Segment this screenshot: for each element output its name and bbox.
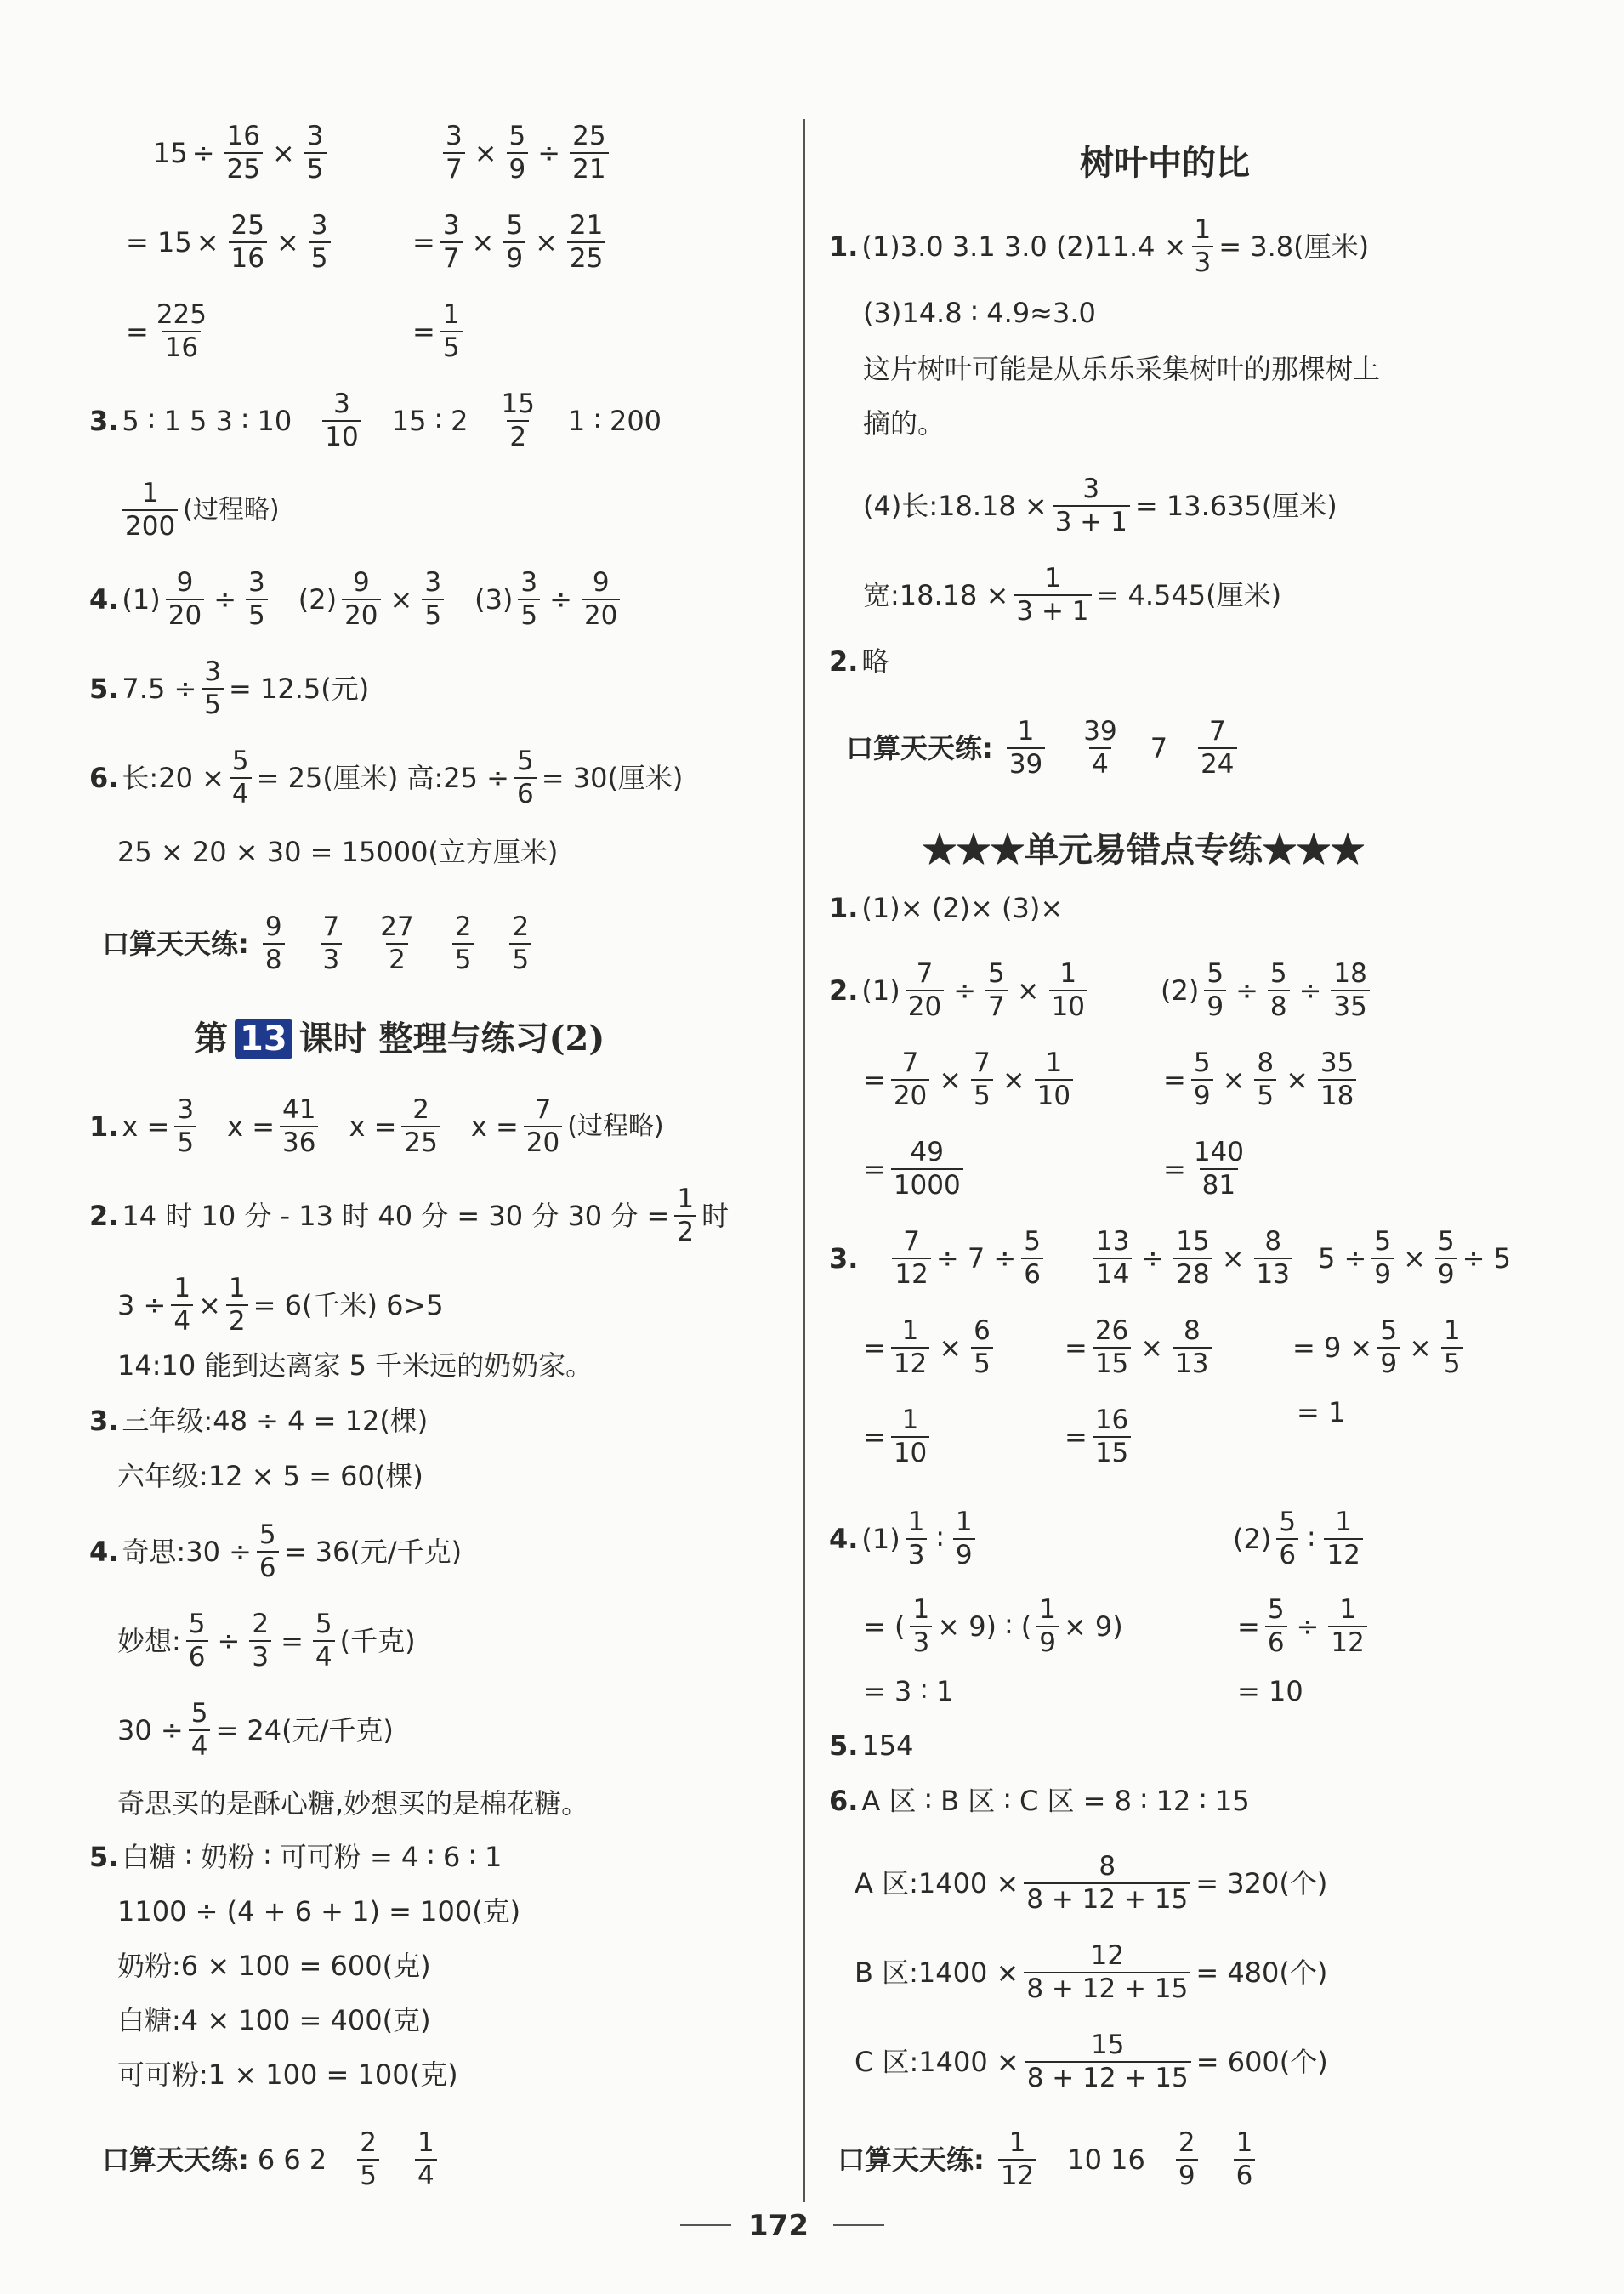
section-title-leaf-ratio: 树叶中的比 (1080, 143, 1250, 183)
calc-b2: = $\frac{3}{7}$ × $\frac{5}{9}$ × $\frac{21}{25}$ (412, 213, 610, 272)
fraction: $\frac{5}{4}$ (313, 1611, 335, 1671)
error-answer-2-part2-result: = $\frac{140}{81}$ (1163, 1139, 1252, 1199)
fraction: $\frac{5}{6}$ (1265, 1597, 1287, 1656)
fraction: $\frac{1}{5}$ (440, 302, 463, 361)
error-answer-6-c: C 区:1400 × $\frac{15}{8 + 12 + 15}$ = 600(个) (855, 2030, 1328, 2093)
fraction: $\frac{2}{5}$ (452, 914, 474, 974)
leaf-answer-1-width: 宽:18.18 × $\frac{1}{3 + 1}$ = 4.545(厘米) (863, 563, 1282, 627)
error-answer-3-col1-step: = $\frac{1}{12}$ × $\frac{6}{5}$ (863, 1318, 998, 1377)
fraction: $\frac{5}{6}$ (514, 748, 537, 808)
fraction: $\frac{5}{9}$ (1204, 961, 1226, 1020)
fraction: $\frac{5}{6}$ (257, 1522, 279, 1581)
fraction: $\frac{3}{5}$ (202, 659, 224, 718)
fraction: $\frac{3}{5}$ (246, 570, 268, 629)
oral-practice-1: 口算天天练: $\frac{9}{8}$ $\frac{7}{3}$ $\frac{27}{2}$ $\frac{2}{5}$ $\frac{2}{5}$ (102, 914, 537, 974)
fraction: $\frac{1}{2}$ (226, 1275, 248, 1335)
fraction: $\frac{9}{8}$ (263, 914, 285, 974)
lesson-answer-5: 5. 白糖 ∶ 奶粉 ∶ 可可粉 = 4 ∶ 6 ∶ 1 (89, 1841, 503, 1873)
leaf-answer-2: 2. 略 (829, 645, 889, 678)
fraction: $\frac{3}{7}$ (440, 213, 463, 272)
answer-5: 5. 7.5 ÷ $\frac{3}{5}$ = 12.5(元) (89, 656, 370, 720)
error-answer-3-col2-result: = $\frac{16}{15}$ (1065, 1407, 1136, 1467)
fraction: $\frac{25}{21}$ (570, 123, 608, 183)
fraction: $\frac{3}{5}$ (422, 570, 444, 629)
fraction: $\frac{5}{8}$ (1268, 961, 1290, 1020)
lesson-answer-4-miaoxiang: 妙想: $\frac{5}{6}$ ÷ $\frac{2}{3}$ = $\frac{5}{4}$ (千克) (117, 1609, 416, 1672)
fraction: $\frac{7}{24}$ (1198, 718, 1236, 778)
error-answer-2-part2: (2) $\frac{5}{9}$ ÷ $\frac{5}{8}$ ÷ $\frac{18}{35}$ (1161, 961, 1375, 1020)
fraction: $\frac{2}{5}$ (509, 914, 531, 974)
fraction: $\frac{15}{2}$ (501, 389, 535, 452)
lesson-answer-2-calc: 3 ÷ $\frac{1}{4}$ × $\frac{1}{2}$ = 6(千米) 6>5 (117, 1273, 444, 1337)
page-number-rule (680, 2224, 731, 2226)
fraction: $\frac{7}{3}$ (321, 914, 343, 974)
leaf-answer-1-length: (4)长:18.18 × $\frac{3}{3 + 1}$ = 13.635(厘米) (863, 474, 1337, 537)
error-answer-3: 3. $\frac{7}{12}$ ÷ 7 ÷ $\frac{5}{6}$ (829, 1229, 1048, 1288)
fraction: $\frac{3}{5}$ (518, 570, 540, 629)
fraction: $\frac{1}{12}$ (891, 1318, 929, 1377)
fraction: $\frac{3}{7}$ (443, 123, 465, 183)
lesson-answer-2: 2. 14 时 10 分 - 13 时 40 分 = 30 分 30 分 = $\frac{1}{2}$ 时 (89, 1184, 730, 1247)
lesson-answer-2-conclusion: 14:10 能到达离家 5 千米远的奶奶家。 (117, 1349, 593, 1382)
fraction: $\frac{1}{12}$ (1328, 1597, 1366, 1656)
fraction: $\frac{6}{5}$ (971, 1318, 993, 1377)
fraction: $\frac{1}{6}$ (1234, 2130, 1256, 2189)
column-divider (803, 119, 805, 2202)
fraction: $\frac{35}{18}$ (1318, 1050, 1356, 1110)
lesson-answer-5-line: 1100 ÷ (4 + 6 + 1) = 100(克) (117, 1895, 521, 1928)
fraction: $\frac{7}{20}$ (906, 961, 944, 1020)
error-answer-4: 4. (1) $\frac{1}{3}$ ∶ $\frac{1}{9}$ (829, 1509, 980, 1569)
page-number-rule (833, 2224, 884, 2226)
error-answer-6-a: A 区:1400 × $\frac{8}{8 + 12 + 15}$ = 320(个) (855, 1851, 1328, 1915)
fraction: $\frac{1}{5}$ (1441, 1318, 1463, 1377)
section-title-common-errors: ★★★单元易错点专练★★★ (923, 830, 1365, 870)
fraction: $\frac{5}{6}$ (186, 1611, 208, 1671)
fraction: $\frac{3}{3 + 1}$ (1053, 476, 1130, 536)
lesson-answer-4-price: 30 ÷ $\frac{5}{4}$ = 24(元/千克) (117, 1698, 394, 1762)
fraction: $\frac{27}{2}$ (380, 911, 414, 975)
fraction: $\frac{140}{81}$ (1193, 1137, 1244, 1201)
fraction: $\frac{39}{4}$ (1083, 716, 1117, 780)
calc-b1: $\frac{3}{7}$ × $\frac{5}{9}$ ÷ $\frac{25}{21}$ (438, 123, 614, 183)
oral-practice-4: 口算天天练: $\frac{1}{12}$ 10 16 $\frac{2}{9}$ $\frac{1}{6}$ (838, 2130, 1260, 2189)
fraction: $\frac{41}{36}$ (280, 1097, 318, 1156)
fraction: $\frac{1}{12}$ (1324, 1509, 1362, 1569)
error-answer-5: 5. 154 (829, 1729, 914, 1762)
fraction: $\frac{7}{12}$ (892, 1229, 930, 1288)
answer-4: 4. (1) $\frac{9}{20}$ ÷ $\frac{3}{5}$ (2) $\frac{9}{20}$ × $\frac{3}{5}$ (3) $\frac{3}{5}$ ÷ $\frac{9}{20}$ (89, 570, 625, 629)
fraction: $\frac{9}{20}$ (582, 570, 620, 629)
error-answer-4-part2: (2) $\frac{5}{6}$ ∶ $\frac{1}{12}$ (1233, 1509, 1368, 1569)
error-answer-3-col3-step: = 9 × $\frac{5}{9}$ × $\frac{1}{5}$ (1292, 1318, 1468, 1377)
error-answer-4-part2-step: = $\frac{5}{6}$ ÷ $\frac{1}{12}$ (1237, 1597, 1372, 1656)
fraction: $\frac{1}{9}$ (1036, 1597, 1059, 1656)
page-number: 172 (748, 2209, 809, 2243)
lesson-answer-5-line: 可可粉:1 × 100 = 100(克) (117, 2058, 458, 2091)
oral-practice-3: 口算天天练: $\frac{1}{39}$ $\frac{39}{4}$ 7 $\frac{7}{24}$ (846, 718, 1242, 778)
error-answer-4-result: = 3 ∶ 1 (863, 1675, 954, 1707)
answer-3-cont: $\frac{1}{200}$ (过程略) (117, 480, 280, 540)
error-answer-3-col2: $\frac{13}{14}$ ÷ $\frac{15}{28}$ × $\frac{8}{13}$ (1088, 1229, 1297, 1288)
leaf-answer-1-ratio: (3)14.8 ∶ 4.9≈3.0 (863, 297, 1096, 329)
answer-3: 3. 5 ∶ 1 5 3 ∶ 10 $\frac{3}{10}$ 15 ∶ 2 $\frac{15}{2}$ 1 ∶ 200 (89, 389, 662, 452)
fraction: $\frac{16}{25}$ (224, 123, 263, 183)
error-answer-6: 6. A 区 ∶ B 区 ∶ C 区 = 8 ∶ 12 ∶ 15 (829, 1785, 1250, 1817)
lesson-answer-1: 1. x = $\frac{3}{5}$ x = $\frac{41}{36}$ x = $\frac{2}{25}$ x = $\frac{7}{20}$ (过程略) (89, 1094, 664, 1158)
error-answer-2-part2-step2: = $\frac{5}{9}$ × $\frac{8}{5}$ × $\frac{35}{18}$ (1163, 1050, 1361, 1110)
fraction: $\frac{1}{3}$ (1192, 217, 1214, 276)
fraction: $\frac{5}{9}$ (1377, 1318, 1400, 1377)
fraction: $\frac{13}{14}$ (1093, 1229, 1132, 1288)
fraction: $\frac{2}{3}$ (249, 1611, 271, 1671)
lesson-answer-3: 3. 三年级:48 ÷ 4 = 12(棵) (89, 1405, 429, 1437)
answer-6: 6. 长:20 × $\frac{5}{4}$ = 25(厘米) 高:25 ÷ $\frac{5}{6}$ = 30(厘米) (89, 746, 684, 809)
fraction: $\frac{8}{13}$ (1173, 1318, 1211, 1377)
fraction: $\frac{2}{25}$ (401, 1097, 440, 1156)
fraction: $\frac{8}{8 + 12 + 15}$ (1024, 1854, 1190, 1913)
fraction: $\frac{2}{5}$ (357, 2130, 379, 2189)
error-answer-2-step2: = $\frac{7}{20}$ × $\frac{7}{5}$ × $\frac{1}{10}$ (863, 1050, 1078, 1110)
lesson-answer-3-line2: 六年级:12 × 5 = 60(棵) (117, 1460, 423, 1492)
fraction: $\frac{5}{9}$ (507, 123, 529, 183)
error-answer-4-step: = ( $\frac{1}{3}$ × 9) ∶ ( $\frac{1}{9}$ × 9) (863, 1594, 1123, 1658)
fraction: $\frac{1}{10}$ (1035, 1050, 1073, 1110)
lesson-answer-5-line: 白糖:4 × 100 = 400(克) (117, 2004, 431, 2036)
answer-6-volume: 25 × 20 × 30 = 15000(立方厘米) (117, 836, 559, 868)
error-answer-2-result: = $\frac{49}{1000}$ (863, 1139, 968, 1199)
fraction: $\frac{5}{7}$ (985, 961, 1008, 1020)
fraction: $\frac{5}{9}$ (1191, 1050, 1213, 1110)
calc-a2: = 15 × $\frac{25}{16}$ × $\frac{3}{5}$ (126, 213, 336, 272)
fraction: $\frac{15}{28}$ (1173, 1229, 1212, 1288)
fraction: $\frac{1}{3}$ (910, 1597, 932, 1656)
error-answer-3-col3: 5 ÷ $\frac{5}{9}$ × $\frac{5}{9}$ ÷ 5 (1318, 1226, 1511, 1290)
fraction: $\frac{1}{9}$ (953, 1509, 975, 1569)
calc-b3: = $\frac{1}{5}$ (412, 302, 468, 361)
fraction: $\frac{9}{20}$ (342, 570, 380, 629)
fraction: $\frac{5}{9}$ (1371, 1229, 1394, 1288)
leaf-answer-1-conclusion: 这片树叶可能是从乐乐采集树叶的那棵树上 (863, 353, 1381, 385)
fraction: $\frac{7}{20}$ (891, 1050, 929, 1110)
fraction: $\frac{225}{16}$ (156, 299, 207, 363)
fraction: $\frac{1}{3 + 1}$ (1014, 565, 1091, 625)
fraction: $\frac{3}{5}$ (174, 1097, 196, 1156)
error-answer-6-b: B 区:1400 × $\frac{12}{8 + 12 + 15}$ = 480(个) (855, 1940, 1328, 2004)
fraction: $\frac{1}{200}$ (122, 480, 178, 540)
fraction: $\frac{21}{25}$ (567, 213, 605, 272)
error-answer-3-col1-result: = $\frac{1}{10}$ (863, 1407, 934, 1467)
fraction: $\frac{2}{9}$ (1176, 2130, 1198, 2189)
fraction: $\frac{49}{1000}$ (891, 1139, 963, 1199)
fraction: $\frac{1}{10}$ (891, 1407, 929, 1467)
fraction: $\frac{7}{5}$ (971, 1050, 993, 1110)
fraction: $\frac{3}{5}$ (304, 123, 327, 183)
fraction: $\frac{25}{16}$ (229, 213, 267, 272)
lesson-answer-5-line: 奶粉:6 × 100 = 600(克) (117, 1950, 431, 1982)
error-answer-2: 2. (1) $\frac{7}{20}$ ÷ $\frac{5}{7}$ × $\frac{1}{10}$ (829, 961, 1093, 1020)
lesson-heading: 第 13 课时 整理与练习(2) (194, 1019, 605, 1059)
fraction: $\frac{1}{4}$ (171, 1275, 193, 1335)
leaf-answer-1-conclusion-cont: 摘的。 (863, 407, 945, 440)
fraction: $\frac{26}{15}$ (1093, 1318, 1131, 1377)
lesson-answer-4: 4. 奇思:30 ÷ $\frac{5}{6}$ = 36(元/千克) (89, 1519, 463, 1583)
fraction: $\frac{1}{39}$ (1007, 718, 1045, 778)
fraction: $\frac{5}{4}$ (189, 1701, 211, 1760)
oral-practice-2: 口算天天练: 6 6 2 $\frac{2}{5}$ $\frac{1}{4}$ (102, 2130, 442, 2189)
fraction: $\frac{12}{8 + 12 + 15}$ (1024, 1943, 1190, 2002)
leaf-answer-1: 1. (1)3.0 3.1 3.0 (2)11.4 × $\frac{1}{3}$ = 3.8(厘米) (829, 214, 1370, 278)
fraction: $\frac{7}{20}$ (524, 1097, 562, 1156)
fraction: $\frac{9}{20}$ (166, 570, 204, 629)
error-answer-1: 1. (1)× (2)× (3)× (829, 892, 1064, 924)
error-answer-3-col3-result: = 1 (1297, 1396, 1346, 1428)
fraction: $\frac{16}{15}$ (1093, 1407, 1131, 1467)
lesson-number-badge: 13 (235, 1019, 292, 1059)
lesson-answer-4-conclusion: 奇思买的是酥心糖,妙想买的是棉花糖。 (117, 1787, 589, 1820)
fraction: $\frac{5}{6}$ (1276, 1509, 1298, 1569)
fraction: $\frac{15}{8 + 12 + 15}$ (1025, 2032, 1191, 2092)
fraction: $\frac{8}{13}$ (1254, 1229, 1292, 1288)
error-answer-4-part2-result: = 10 (1237, 1675, 1303, 1707)
fraction: $\frac{5}{9}$ (503, 213, 525, 272)
fraction: $\frac{1}{3}$ (906, 1509, 928, 1569)
fraction: $\frac{5}{6}$ (1021, 1229, 1043, 1288)
fraction: $\frac{1}{10}$ (1049, 961, 1087, 1020)
fraction: $\frac{1}{4}$ (415, 2130, 437, 2189)
error-answer-3-col2-step: = $\frac{26}{15}$ × $\frac{8}{13}$ (1065, 1318, 1217, 1377)
fraction: $\frac{8}{5}$ (1254, 1050, 1276, 1110)
fraction: $\frac{5}{9}$ (1435, 1229, 1457, 1288)
calc-a3: = $\frac{225}{16}$ (126, 302, 214, 361)
fraction: $\frac{3}{5}$ (309, 213, 331, 272)
calc-a1: 15 ÷ $\frac{16}{25}$ × $\frac{3}{5}$ (153, 123, 332, 183)
fraction: $\frac{1}{2}$ (674, 1186, 696, 1246)
fraction: $\frac{18}{35}$ (1331, 961, 1369, 1020)
fraction: $\frac{1}{12}$ (998, 2130, 1036, 2189)
fraction: $\frac{3}{10}$ (322, 391, 361, 451)
fraction: $\frac{5}{4}$ (230, 748, 252, 808)
